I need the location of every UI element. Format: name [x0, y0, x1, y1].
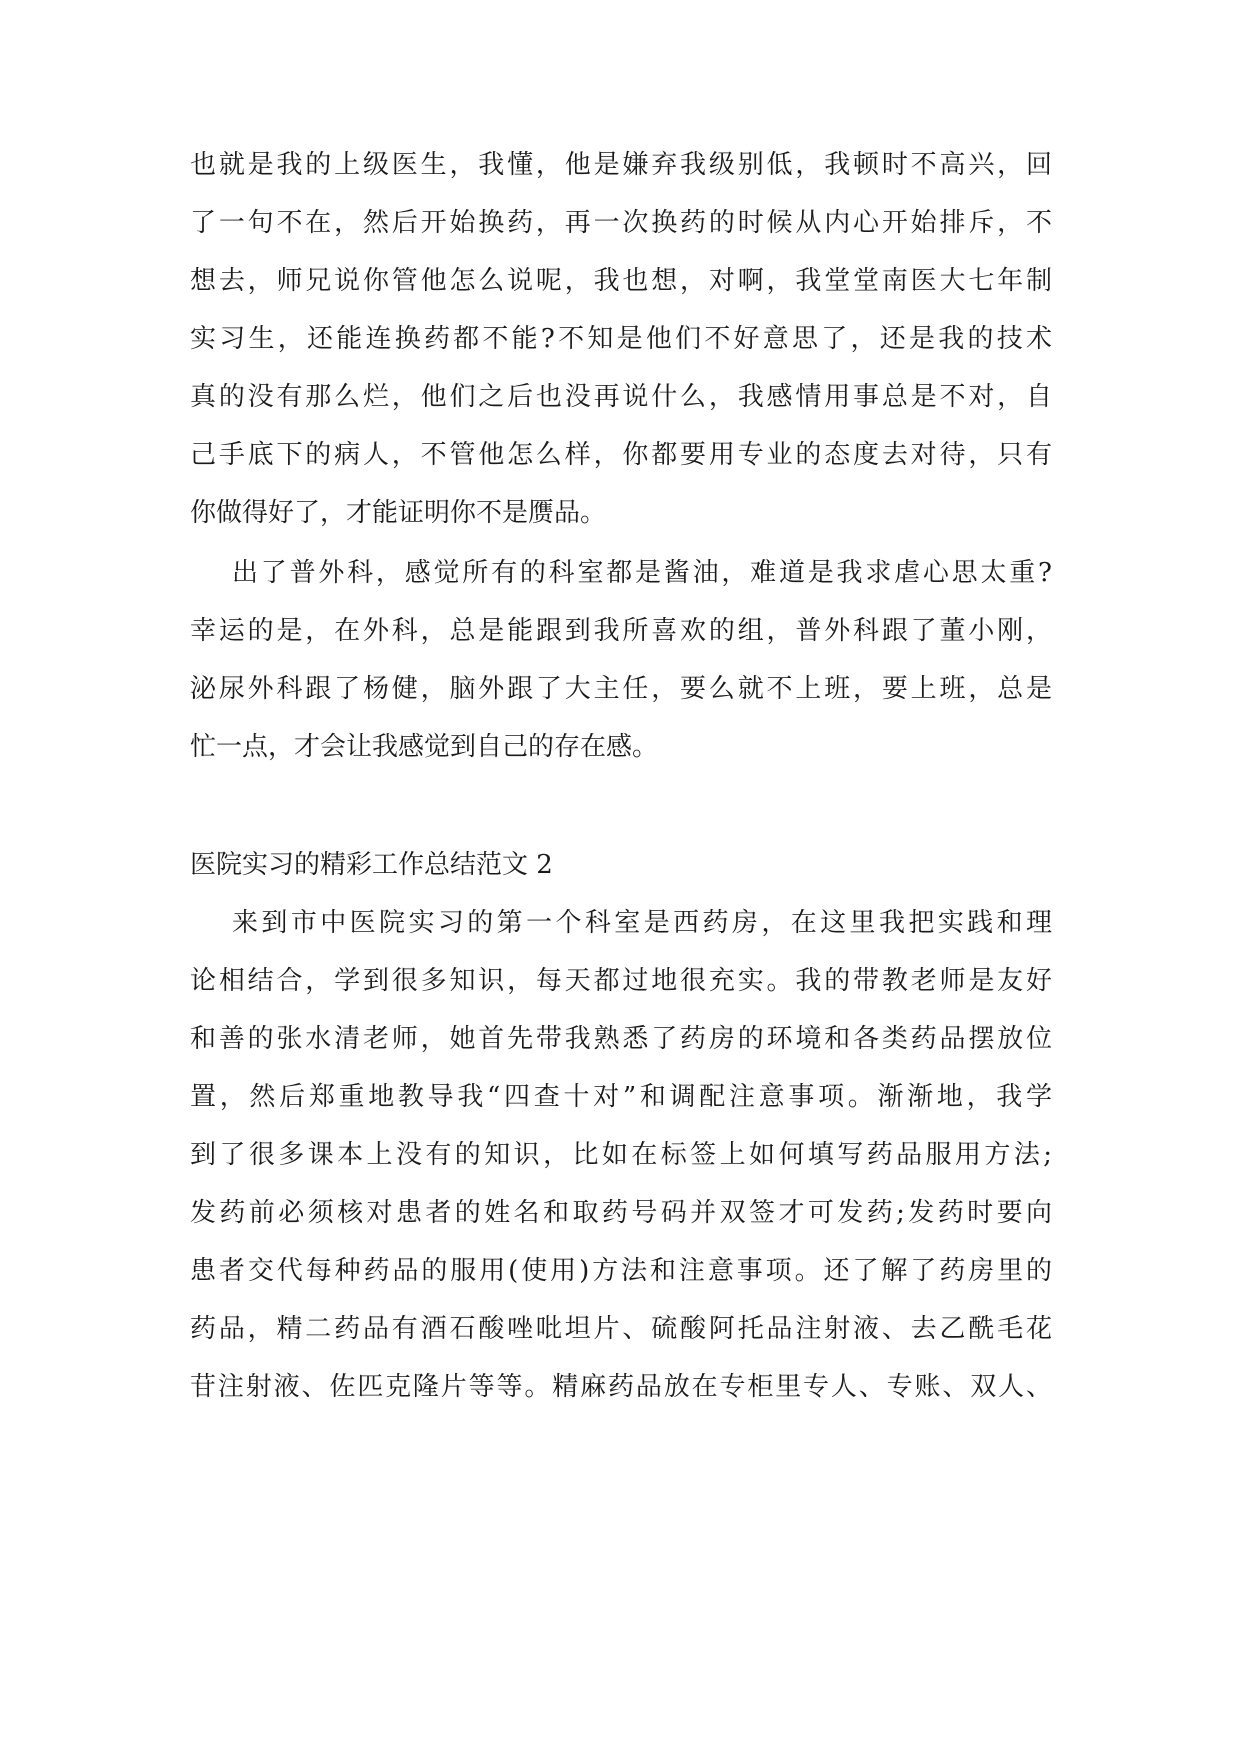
paragraph-line: 发药前必须核对患者的姓名和取药号码并双签才可发药;发药时要向 — [190, 1198, 1052, 1228]
paragraph-line: 实习生，还能连换药都不能?不知是他们不好意思了，还是我的技术 — [190, 324, 1052, 354]
paragraph-line: 幸运的是，在外科，总是能跟到我所喜欢的组，普外科跟了董小刚， — [190, 616, 1052, 646]
paragraph-line: 忙一点，才会让我感觉到自己的存在感。 — [190, 732, 659, 762]
paragraph-line: 药品，精二药品有酒石酸唑吡坦片、硫酸阿托品注射液、去乙酰毛花 — [190, 1314, 1052, 1344]
paragraph-line: 了一句不在，然后开始换药，再一次换药的时候从内心开始排斥，不 — [190, 208, 1052, 238]
section-heading: 医院实习的精彩工作总结范文 2 — [190, 850, 553, 880]
paragraph-line: 到了很多课本上没有的知识，比如在标签上如何填写药品服用方法; — [190, 1140, 1052, 1170]
paragraph-line: 也就是我的上级医生，我懂，他是嫌弃我级别低，我顿时不高兴，回 — [190, 150, 1052, 180]
paragraph-line: 和善的张水清老师，她首先带我熟悉了药房的环境和各类药品摆放位 — [190, 1024, 1052, 1054]
paragraph-line: 来到市中医院实习的第一个科室是西药房，在这里我把实践和理 — [232, 908, 1052, 938]
paragraph-line: 你做得好了，才能证明你不是赝品。 — [190, 498, 607, 528]
paragraph-line: 想去，师兄说你管他怎么说呢，我也想，对啊，我堂堂南医大七年制 — [190, 266, 1052, 296]
paragraph-line: 出了普外科，感觉所有的科室都是酱油，难道是我求虐心思太重? — [232, 558, 1052, 588]
paragraph-line: 置，然后郑重地教导我“四查十对”和调配注意事项。渐渐地，我学 — [190, 1082, 1052, 1112]
paragraph-line: 论相结合，学到很多知识，每天都过地很充实。我的带教老师是友好 — [190, 966, 1052, 996]
paragraph-line: 己手底下的病人，不管他怎么样，你都要用专业的态度去对待，只有 — [190, 440, 1052, 470]
paragraph-line: 泌尿外科跟了杨健，脑外跟了大主任，要么就不上班，要上班，总是 — [190, 674, 1052, 704]
paragraph-line: 患者交代每种药品的服用(使用)方法和注意事项。还了解了药房里的 — [190, 1256, 1052, 1286]
paragraph-line: 真的没有那么烂，他们之后也没再说什么，我感情用事总是不对，自 — [190, 382, 1052, 412]
paragraph-line: 苷注射液、佐匹克隆片等等。精麻药品放在专柜里专人、专账、双人、 — [190, 1372, 1052, 1402]
